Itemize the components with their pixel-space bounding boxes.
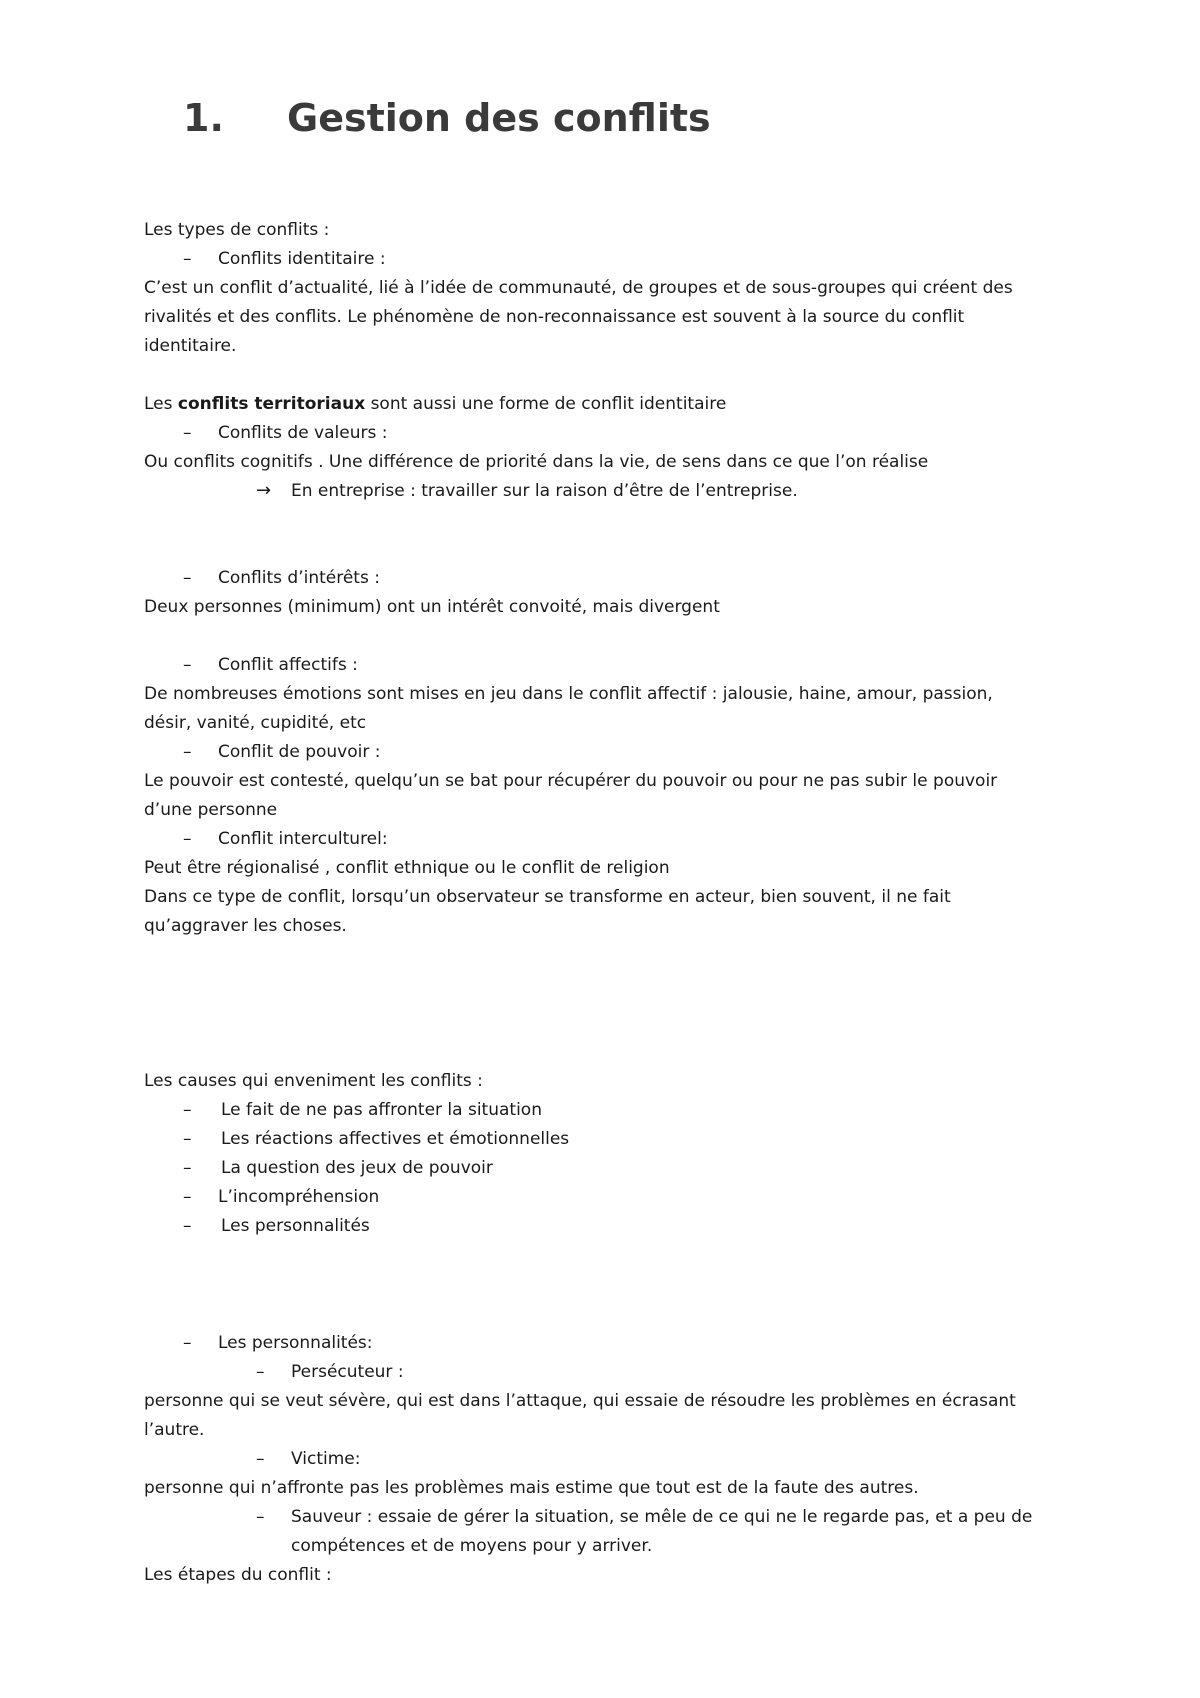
valeurs-label: Conflits de valeurs : (218, 423, 388, 443)
causes-heading: Les causes qui enveniment les conflits : (144, 1071, 483, 1091)
dash-bullet: – (183, 1100, 192, 1120)
dash-bullet: – (256, 1507, 265, 1527)
cause-item: Les réactions affectives et émotionnelles (221, 1129, 570, 1149)
interculturel-desc-3: qu’aggraver les choses. (144, 916, 347, 936)
personnalites-label: Les personnalités: (218, 1333, 373, 1353)
interets-label: Conflits d’intérêts : (218, 568, 380, 588)
persecuteur-desc-2: l’autre. (144, 1420, 205, 1440)
identitaire-desc-3: identitaire. (144, 336, 237, 356)
victime-label: Victime: (291, 1449, 361, 1469)
interculturel-desc-1: Peut être régionalisé , conflit ethnique ou le conflit de religion (144, 858, 670, 878)
interets-desc: Deux personnes (minimum) ont un intérêt convoité, mais divergent (144, 597, 720, 617)
pouvoir-desc-1: Le pouvoir est contesté, quelqu’un se bat pour récupérer du pouvoir ou pour ne pas subir le pouvoir (144, 771, 998, 791)
persecuteur-desc-1: personne qui se veut sévère, qui est dans l’attaque, qui essaie de résoudre les problèmes en écrasant (144, 1391, 1016, 1411)
dash-bullet: – (183, 249, 192, 269)
valeurs-desc: Ou conflits cognitifs . Une différence de priorité dans la vie, de sens dans ce que l’on réalise (144, 452, 929, 472)
persecuteur-label: Persécuteur : (291, 1362, 404, 1382)
territorial-pre: Les (144, 394, 178, 414)
page-title (183, 96, 711, 142)
valeurs-arrow-text: En entreprise : travailler sur la raison d’être de l’entreprise. (291, 481, 798, 501)
territorial-bold: conflits territoriaux (177, 394, 366, 414)
identitaire-desc-2: rivalités et des conflits. Le phénomène de non-reconnaissance est souvent à la source du conflit (144, 307, 965, 327)
affectifs-desc-2: désir, vanité, cupidité, etc (144, 713, 367, 733)
etapes-heading: Les étapes du conflit : (144, 1565, 332, 1585)
pouvoir-label: Conflit de pouvoir : (218, 742, 381, 762)
territorial-post: sont aussi une forme de conflit identitaire (365, 394, 727, 414)
dash-bullet: – (183, 1216, 192, 1236)
cause-item: L’incompréhension (218, 1187, 380, 1207)
title-text: Gestion des conflits (287, 96, 711, 140)
territorial-sentence (144, 392, 726, 416)
dash-bullet: – (183, 655, 192, 675)
dash-bullet: – (183, 568, 192, 588)
dash-bullet: – (183, 423, 192, 443)
cause-item: Le fait de ne pas affronter la situation (221, 1100, 542, 1120)
cause-item: Les personnalités (221, 1216, 370, 1236)
pouvoir-desc-2: d’une personne (144, 800, 278, 820)
dash-bullet: – (256, 1362, 265, 1382)
dash-bullet: – (256, 1449, 265, 1469)
arrow-right-icon: → (256, 480, 272, 501)
dash-bullet: – (183, 1187, 192, 1207)
interculturel-label: Conflit interculturel: (218, 829, 388, 849)
dash-bullet: – (183, 1158, 192, 1178)
sauveur-line-2: compétences et de moyens pour y arriver. (291, 1536, 653, 1556)
cause-item: La question des jeux de pouvoir (221, 1158, 493, 1178)
interculturel-desc-2: Dans ce type de conflit, lorsqu’un observateur se transforme en acteur, bien souvent, il ne fait (144, 887, 951, 907)
title-number: 1. (183, 96, 224, 140)
affectifs-label: Conflit affectifs : (218, 655, 358, 675)
dash-bullet: – (183, 1129, 192, 1149)
dash-bullet: – (183, 1333, 192, 1353)
affectifs-desc-1: De nombreuses émotions sont mises en jeu dans le conflit affectif : jalousie, haine, amour, passion, (144, 684, 993, 704)
types-heading: Les types de conflits : (144, 220, 330, 240)
dash-bullet: – (183, 742, 192, 762)
sauveur-line-1: Sauveur : essaie de gérer la situation, se mêle de ce qui ne le regarde pas, et a peu de (291, 1507, 1033, 1527)
identitaire-desc-1: C’est un conflit d’actualité, lié à l’idée de communauté, de groupes et de sous-groupes qui créent des (144, 278, 1013, 298)
dash-bullet: – (183, 829, 192, 849)
identitaire-label: Conflits identitaire : (218, 249, 386, 269)
victime-desc: personne qui n’affronte pas les problèmes mais estime que tout est de la faute des autres. (144, 1478, 919, 1498)
